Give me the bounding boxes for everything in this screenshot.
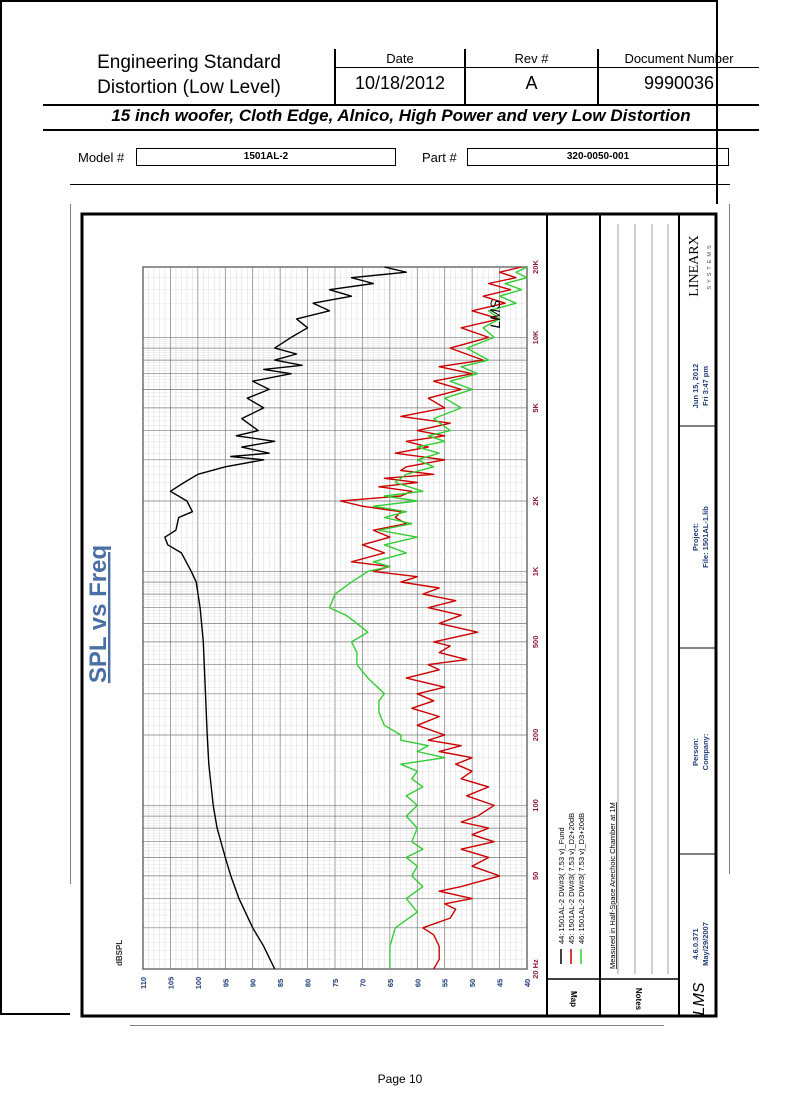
company-label: Company:: [701, 733, 710, 771]
doc-title-line2: Distortion (Low Level): [97, 77, 281, 98]
date-line2: Fri 3:47 pm: [701, 365, 710, 407]
legend-entry: 46: 1501AL-2 DW#3( 7.53 v)_D3+20dB: [577, 812, 586, 944]
legend-entry: 44: 1501AL-2 DW#3( 7.53 v)_Fund: [557, 827, 566, 944]
y-tick-label: 105: [166, 976, 176, 990]
y-tick-label: 50: [468, 978, 478, 988]
x-tick-label: 100: [531, 799, 540, 812]
person-label: Person:: [691, 738, 700, 766]
header-divider: [335, 67, 759, 68]
linearx-sub: SYSTEMS: [707, 242, 713, 290]
file-label: File: 1501AL-1.lib: [701, 506, 710, 568]
doc-title-line1: Engineering Standard: [97, 52, 281, 73]
y-axis-label: dBSPL: [115, 939, 124, 966]
notes-label: Notes: [634, 987, 643, 1011]
linearx-logo: LINEARX: [687, 235, 702, 297]
x-tick-label: 10K: [531, 330, 540, 345]
y-tick-label: 70: [358, 978, 368, 988]
chart-panel: [70, 204, 730, 1026]
rev-value: A: [525, 73, 538, 93]
model-field: 1501AL-2: [136, 148, 396, 166]
x-tick-label: 5K: [531, 403, 540, 413]
x-tick-label: 500: [531, 635, 540, 649]
x-tick-label: 200: [531, 728, 540, 742]
chart-watermark: LMS: [487, 299, 503, 329]
part-label: Part #: [422, 150, 457, 165]
y-tick-label: 95: [221, 978, 231, 988]
version-line2: May/29/2007: [701, 922, 710, 966]
version-line1: 4.6.0.371: [691, 928, 700, 960]
doc-number-label: Document Number: [624, 51, 734, 66]
model-label: Model #: [78, 150, 125, 165]
y-tick-label: 75: [331, 978, 340, 988]
map-label: Map: [569, 991, 578, 1007]
y-tick-label: 55: [440, 978, 450, 988]
chart-title: SPL vs Freq: [85, 544, 112, 684]
date-line1: Jun 15, 2012: [691, 363, 700, 409]
y-tick-label: 90: [248, 978, 258, 988]
x-tick-label: 20K: [531, 260, 540, 274]
x-tick-label: 1K: [531, 566, 540, 577]
section-rule: [70, 184, 730, 185]
y-tick-label: 40: [523, 978, 532, 988]
legend-entry: 45: 1501AL-2 DW#3( 7.53 v)_D2+20dB: [567, 812, 576, 944]
y-tick-label: 85: [276, 978, 286, 988]
date-label: Date: [386, 51, 414, 66]
notes-text: Measured in Half-Space Anechoic Chamber at 1M: [608, 802, 617, 969]
part-field: 320-0050-001: [467, 148, 729, 166]
y-tick-label: 65: [385, 978, 395, 988]
x-tick-label: 20 Hz: [531, 959, 540, 979]
rev-label: Rev #: [514, 51, 549, 66]
x-tick-label: 2K: [531, 496, 540, 506]
y-tick-label: 110: [139, 976, 148, 990]
x-tick-label: 50: [531, 871, 540, 881]
legend: [557, 813, 586, 964]
project-label: Project:: [691, 523, 700, 551]
y-tick-label: 45: [495, 978, 505, 988]
y-tick-label: 60: [413, 978, 423, 988]
doc-subtitle: 15 inch woofer, Cloth Edge, Alnico, High Power and very Low Distortion: [111, 106, 691, 125]
lms-logo: LMS: [691, 982, 708, 1016]
date-value: 10/18/2012: [354, 73, 446, 93]
doc-number-value: 9990036: [643, 73, 715, 93]
y-tick-label: 80: [303, 978, 313, 988]
page-number: Page 10: [377, 1072, 423, 1086]
header-divider: [43, 129, 759, 131]
y-tick-label: 100: [193, 976, 203, 990]
